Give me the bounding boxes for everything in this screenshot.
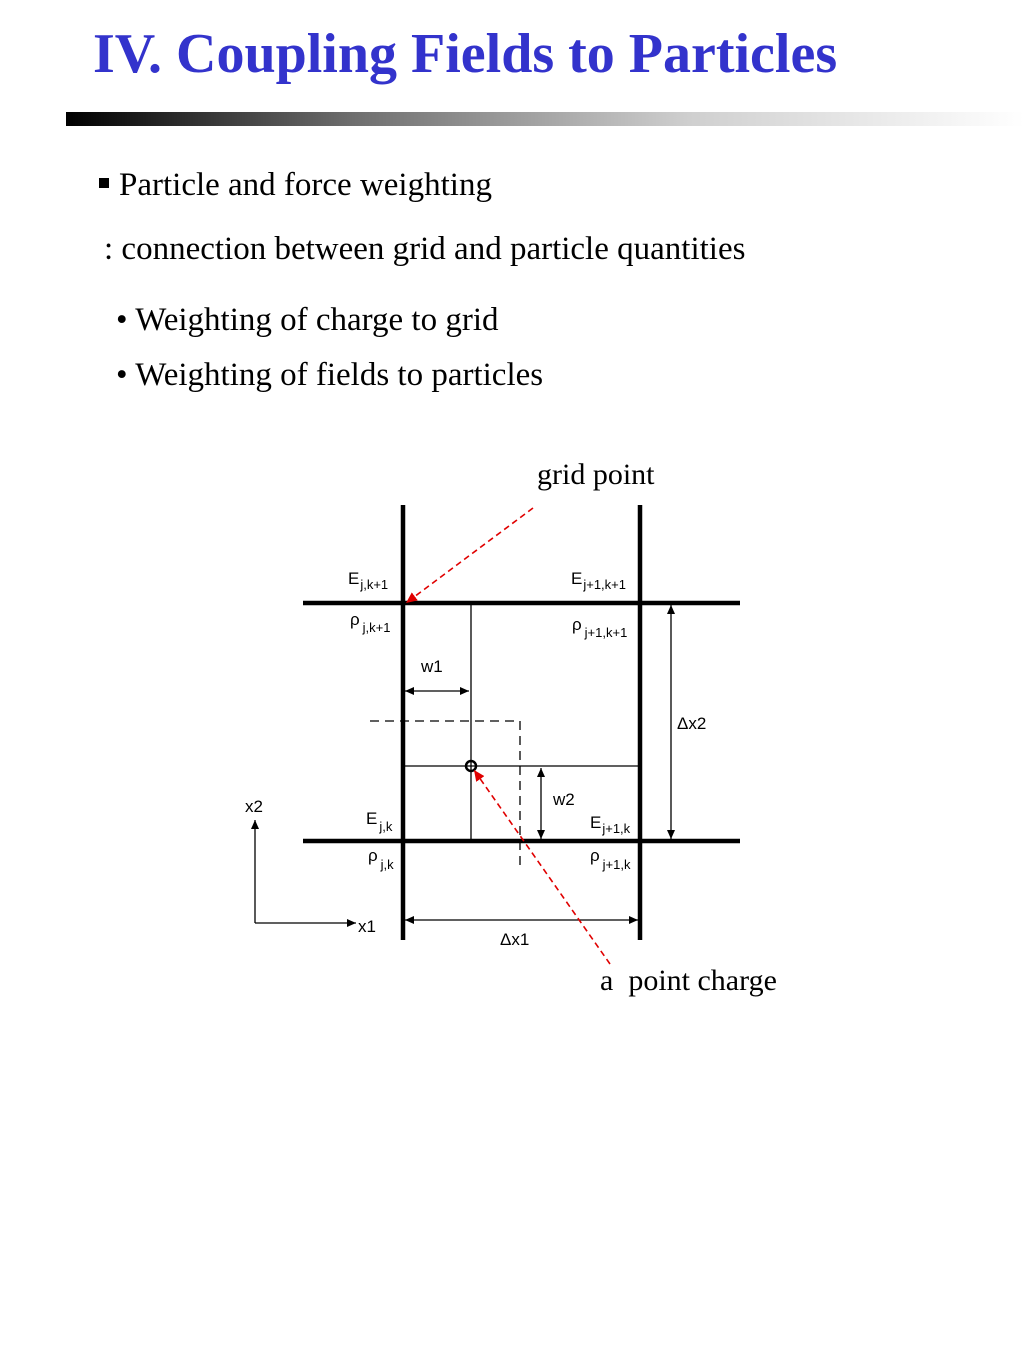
bullet-main-text: Particle and force weighting: [119, 167, 492, 203]
point-charge-label: a point charge: [600, 964, 777, 997]
E-label-top-right: $E_{j+1,k+1}$: [571, 569, 626, 592]
grid-point-label: grid point: [537, 458, 655, 491]
axis-x1-label: x1: [358, 917, 376, 936]
grid-lines: [303, 505, 740, 940]
dx2-label: Δx2: [677, 714, 707, 733]
bullet-item-charge: • Weighting of charge to grid: [116, 302, 499, 338]
point-charge-callout-arrow: [474, 770, 610, 964]
E-label-bottom-left: E $_{j,k}$: [366, 809, 393, 834]
rho-label-bottom-left: ρ $_{j,k}$: [368, 846, 394, 872]
rho-label-bottom-right: ρ $_{j+1,k}$: [590, 846, 631, 872]
E-label-top-left: $E_{j,k+1}$: [348, 569, 389, 592]
E-label-bottom-right: $E_{j+1,k}$: [590, 813, 631, 836]
w1-label: w1: [421, 657, 443, 676]
particle-cell-dashed: [370, 721, 520, 870]
bullet-item-fields: • Weighting of fields to particles: [116, 357, 544, 393]
bullet-sub-text: : connection between grid and particle quantities: [104, 231, 746, 267]
rho-label-top-right: ρ $_{j+1,k+1}$: [572, 615, 628, 640]
axis-x2-label: x2: [245, 797, 263, 816]
grid-point-callout-arrow: [406, 508, 533, 603]
slide-title: IV. Coupling Fields to Particles: [93, 23, 838, 85]
rho-label-top-left: ρ $_{j,k+1}$: [350, 610, 391, 635]
w2-label: w2: [553, 790, 575, 809]
dx1-label: Δx1: [500, 930, 530, 949]
